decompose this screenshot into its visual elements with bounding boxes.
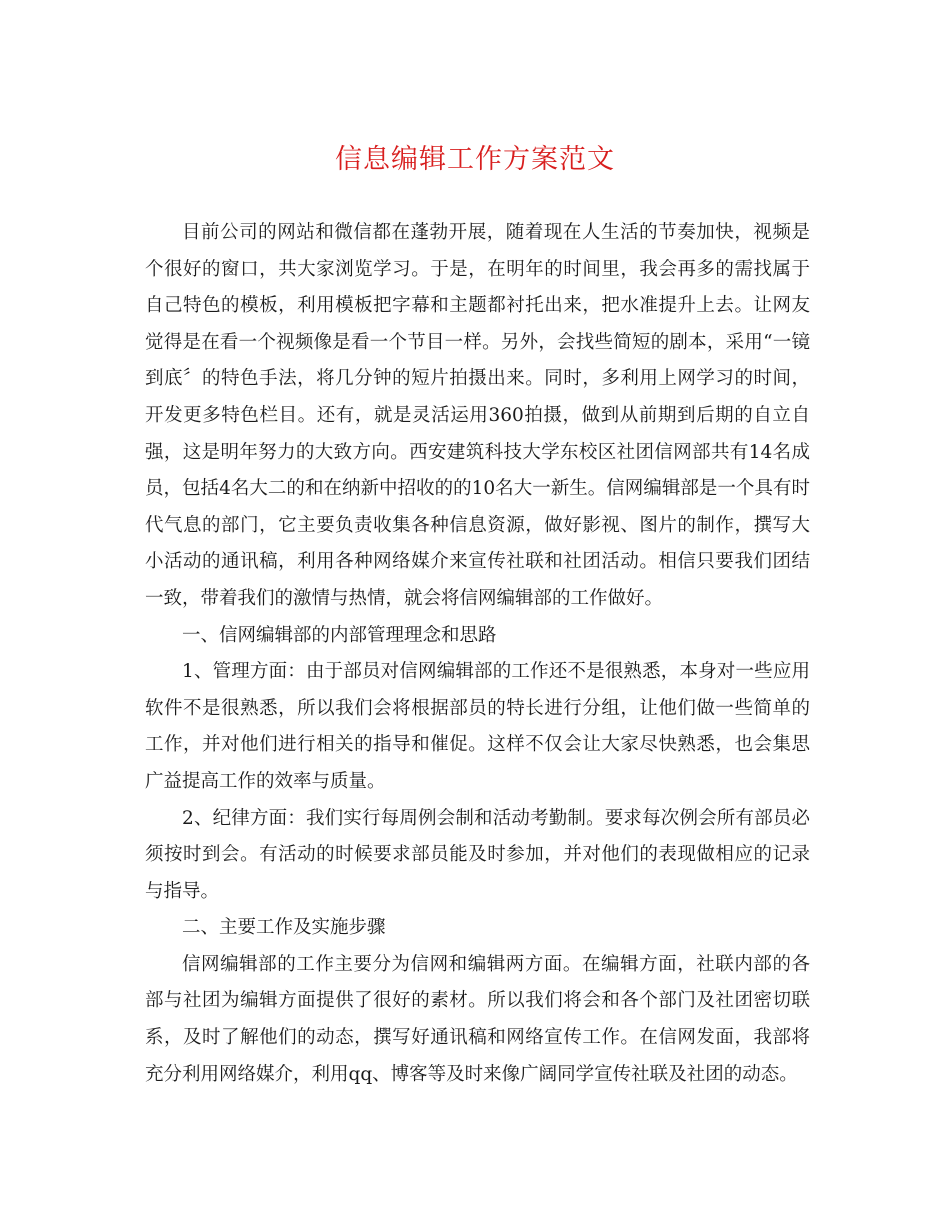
section-heading-management: 一、信网编辑部的内部管理理念和思路 [182, 624, 497, 646]
paragraph-intro: 目前公司的网站和微信都在蓬勃开展，随着现在人生活的节奏加快，视频是个很好的窗口，共大家浏览学习。于是，在明年的时间里，我会再多的需找属于自己特色的模板，利用模板把字幕和主题都衬托出来，把水准提升上去。让网友觉得是在看一个视频像是看一个节目一样。另外，会找些简短的剧本，采用“一镜到底〞的特色手法，将几分钟的短片拍摄出来。同时，多利用上网学习的时间，开发更多特色栏目。还有，就是灵活运用360拍摄，做到从前期到后期的自立自强，这是明年努力的大致方向。西安建筑科技大学东校区社团信网部共有14名成员，包括4名大二的和在纳新中招收的的10名大一新生。信网编辑部是一个具有时代气息的部门，它主要负责收集各种信息资源，做好影视、图片的制作，撰写大小活动的通讯稿，利用各种网络媒介来宣传社联和社团活动。相信只要我们团结一致，带着我们的激情与热情，就会将信网编辑部的工作做好。 [145, 222, 810, 609]
paragraph-discipline: 2、纪律方面：我们实行每周例会制和活动考勤制。要求每次例会所有部员必须按时到会。有活动的时候要求部员能及时参加，并对他们的表现做相应的记录与指导。 [145, 807, 810, 902]
document-body [145, 215, 810, 1093]
document-title: 信息编辑工作方案范文 [335, 144, 615, 175]
paragraph-main-work: 信网编辑部的工作主要分为信网和编辑两方面。在编辑方面，社联内部的各部与社团为编辑方面提供了很好的素材。所以我们将会和各个部门及社团密切联系，及时了解他们的动态，撰写好通讯稿和网络宣传工作。在信网发面，我部将充分利用网络媒介，利用qq、博客等及时来像广阔同学宣传社联及社团的动态。 [145, 953, 810, 1085]
section-heading-main-work: 二、主要工作及实施步骤 [182, 917, 386, 939]
paragraph-management: 1、管理方面：由于部员对信网编辑部的工作还不是很熟悉，本身对一些应用软件不是很熟悉，所以我们会将根据部员的特长进行分组，让他们做一些简单的工作，并对他们进行相关的指导和催促。这样不仅会让大家尽快熟悉，也会集思广益提高工作的效率与质量。 [145, 661, 810, 792]
